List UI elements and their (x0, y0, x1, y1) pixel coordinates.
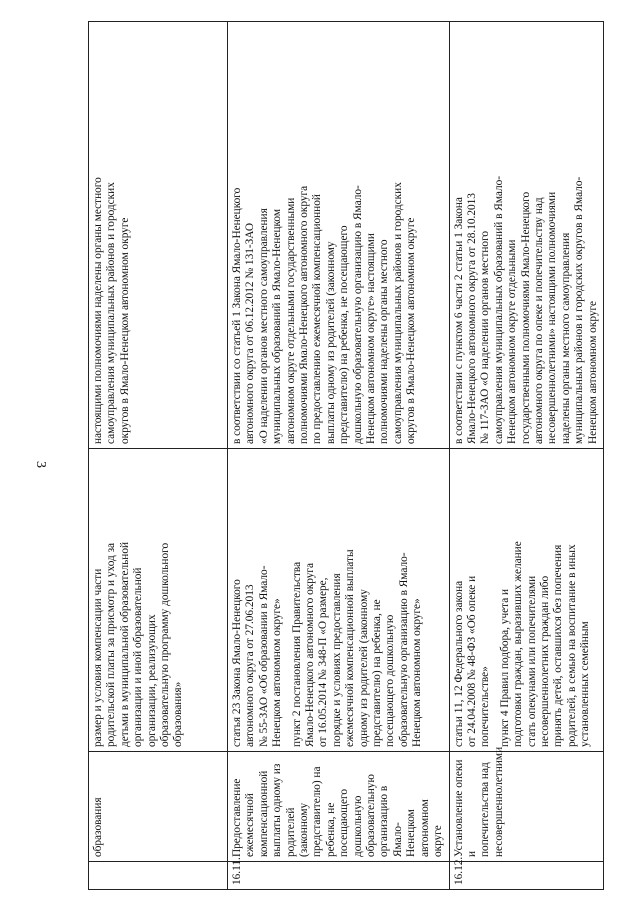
service-name: образования (89, 752, 228, 862)
page-number: 3 (33, 461, 48, 468)
legal-basis-paragraph: пункт 4 Правил подбора, учета и подготовки граждан, выразивших желание стать опекунами или попечителями несовершеннолетних граждан либо принять детей, оставшихся без попечения родителей, в семью на воспитание в иных установленных семейным (498, 541, 592, 747)
legal-basis (89, 449, 228, 752)
legal-basis-paragraph: статьи 11, 12 Федерального закона от 24.04.2008 № 48-ФЗ «Об опеке и попечительстве» (452, 575, 492, 747)
row-number: 16.11. (228, 862, 450, 890)
table-row (449, 22, 603, 890)
authority-note: в соответствии с пунктом 6 части 2 статьи 1 Закона Ямало-Ненецкого автономного округа от 28.10.2013 № 117-ЗАО «О наделении органов местного самоуправления муниципальных образований в Ямало- Ненецком автономном округе отдельными государственными полномочиями Ямало-Ненецкого автономного округа по опеке и попечительству над несовершеннолетними» настоящими полномочиями наделены органы местного самоуправления муниципальных районов и городских округов в Ямало- Ненецком автономном округе (449, 22, 603, 449)
authority-note: в соответствии со статьей 1 Закона Ямало-Ненецкого автономного округа от 06.12.2012 № 131-ЗАО «О наделении органов местного самоуправления муниципальных образований в Ямало-Ненецком автономном округе отдельными государственными полномочиями Ямало-Ненецкого автономного округа по предоставлению ежемесячной компенсационной выплаты одному из родителей (законному представителю) на ребенка, не посещающего дошкольную образовательную организацию в Ямало- Ненецком автономном округе» настоящими полномочиями наделены органы местного самоуправления муниципальных районов и городских округов в Ямало-Ненецком автономном округе (228, 22, 450, 449)
row-number (89, 862, 228, 890)
services-table (88, 21, 604, 890)
service-name: Предоставление ежемесячной компенсационной выплаты одному из родителей (законному представителю) на ребенка, не посещающего дошкольную образовательную организацию в Ямало- Ненецком автономном округе (228, 752, 450, 862)
legal-basis-paragraph: размер и условия компенсации части родительской платы за присмотр и уход за детьми в муниципальной образовательной организации и иной образовательной организации, реализующих образовательную программу дошкольного образования» (92, 541, 185, 747)
service-name: Установление опеки и попечительства над несовершеннолетними (449, 752, 603, 862)
legal-basis-paragraph: статья 23 Закона Ямало-Ненецкого автономного округа от 27.06.2013 № 55-ЗАО «Об образовании в Ямало- Ненецком автономном округе» (231, 565, 284, 747)
legal-basis-paragraph: пункт 2 постановления Правительства Ямало-Ненецкого автономного округа от 16.05.2014 № 348-П «О размере, порядке и условиях предоставления ежемесячной компенсационной выплаты одному из родителей (законному представителю) на ребенка, не посещающего дошкольную образовательную организацию в Ямало- Ненецком автономном округе» (290, 549, 424, 747)
legal-basis (449, 449, 603, 752)
table-row (89, 22, 228, 890)
services-table-rotated (88, 22, 599, 890)
legal-basis (228, 449, 450, 752)
authority-note: настоящими полномочиями наделены органы местного самоуправления муниципальных районов и городских округов в Ямало-Ненецком автономном округе (89, 22, 228, 449)
row-number: 16.12. (449, 862, 603, 890)
table-row (228, 22, 450, 890)
